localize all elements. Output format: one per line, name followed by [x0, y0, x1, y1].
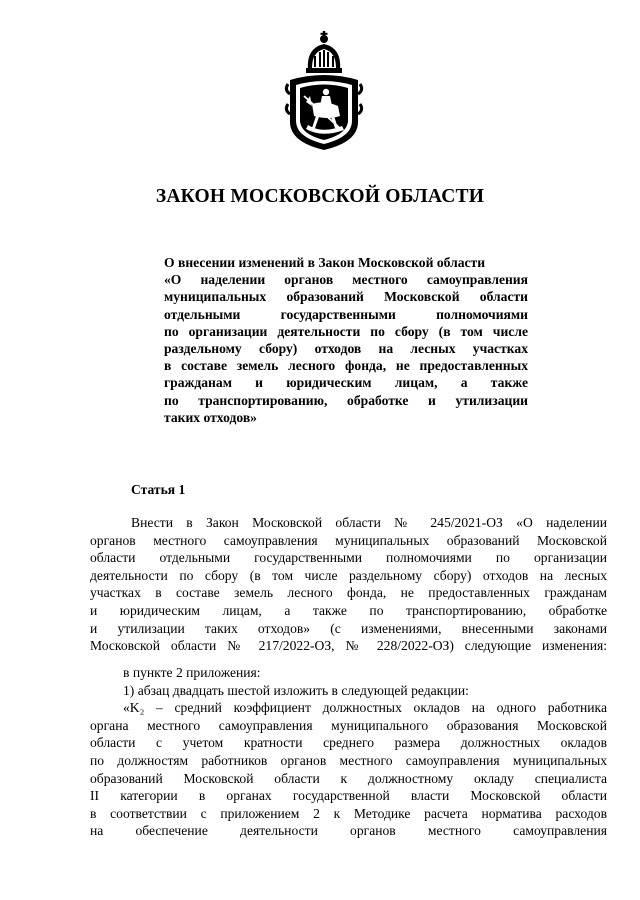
title-line: по транспортированию, обработке и утилизации — [164, 392, 528, 408]
text-line: Внести в Закон Московской области № 245/2021-ОЗ «О наделении — [131, 515, 607, 530]
text-line: в соответствии с приложением 2 к Методике расчета норматива расходов — [90, 805, 607, 821]
text-line: и юридическим лицам, а также по транспортированию, обработке — [90, 602, 607, 618]
amendment-text — [90, 664, 607, 840]
text-line: Московской области № 217/2022-ОЗ, № 228/2022-ОЗ) следующие изменения: — [90, 638, 607, 654]
title-line: О внесении изменений в Закон Московской области — [164, 255, 486, 270]
text-line: деятельности по сбору (в том числе раздельному сбору) отходов на лесных — [90, 567, 607, 583]
coat-of-arms-emblem — [282, 30, 366, 154]
text-line: органа местного самоуправления муниципального образования Московской — [90, 717, 607, 733]
title-line: отдельными государственными полномочиями — [164, 306, 528, 322]
title-line: раздельному сбору) отходов на лесных участках — [164, 341, 528, 357]
text-line: на обеспечение деятельности органов местного самоуправления — [90, 823, 607, 839]
title-line: таких отходов» — [164, 409, 257, 425]
text-line: II категории в органах государственной власти Московской области — [90, 788, 607, 804]
article-heading: Статья 1 — [131, 482, 186, 497]
text-line: участках в составе земель лесного фонда, не предоставленных гражданам — [90, 585, 607, 601]
law-title-block — [164, 254, 528, 426]
title-line: гражданам и юридическим лицам, а также — [164, 375, 528, 391]
text-line: 1) абзац двадцать шестой изложить в следующей редакции: — [123, 682, 469, 698]
article-1-paragraph — [90, 514, 607, 655]
title-line: муниципальных образований Московской области — [164, 289, 528, 305]
text-line: области отдельными государственными полномочиями по организации — [90, 550, 607, 566]
crown-icon — [306, 31, 342, 73]
text-line: образований Московской области к должностному окладу специалиста — [90, 770, 607, 786]
text-line: в пункте 2 приложения: — [123, 665, 261, 680]
text-line: органов местного самоуправления муниципальных образований Московской — [90, 532, 607, 548]
text-line: области с учетом кратности среднего размера должностных окладов — [90, 735, 607, 751]
title-line: по организации деятельности по сбору (в том числе — [164, 323, 528, 339]
text-line: «K₂ – средний коэффициент должностных окладов на одного работника — [123, 700, 607, 716]
title-line: в составе земель лесного фонда, не предоставленных — [164, 358, 528, 374]
text-line: и утилизации таких отходов» (с изменениями, внесенными законами — [90, 620, 607, 636]
title-line: «О наделении органов местного самоуправления — [164, 272, 528, 288]
text-line: по должностям работников органов местного самоуправления муниципальных — [90, 752, 607, 768]
law-heading: ЗАКОН МОСКОВСКОЙ ОБЛАСТИ — [155, 186, 485, 207]
